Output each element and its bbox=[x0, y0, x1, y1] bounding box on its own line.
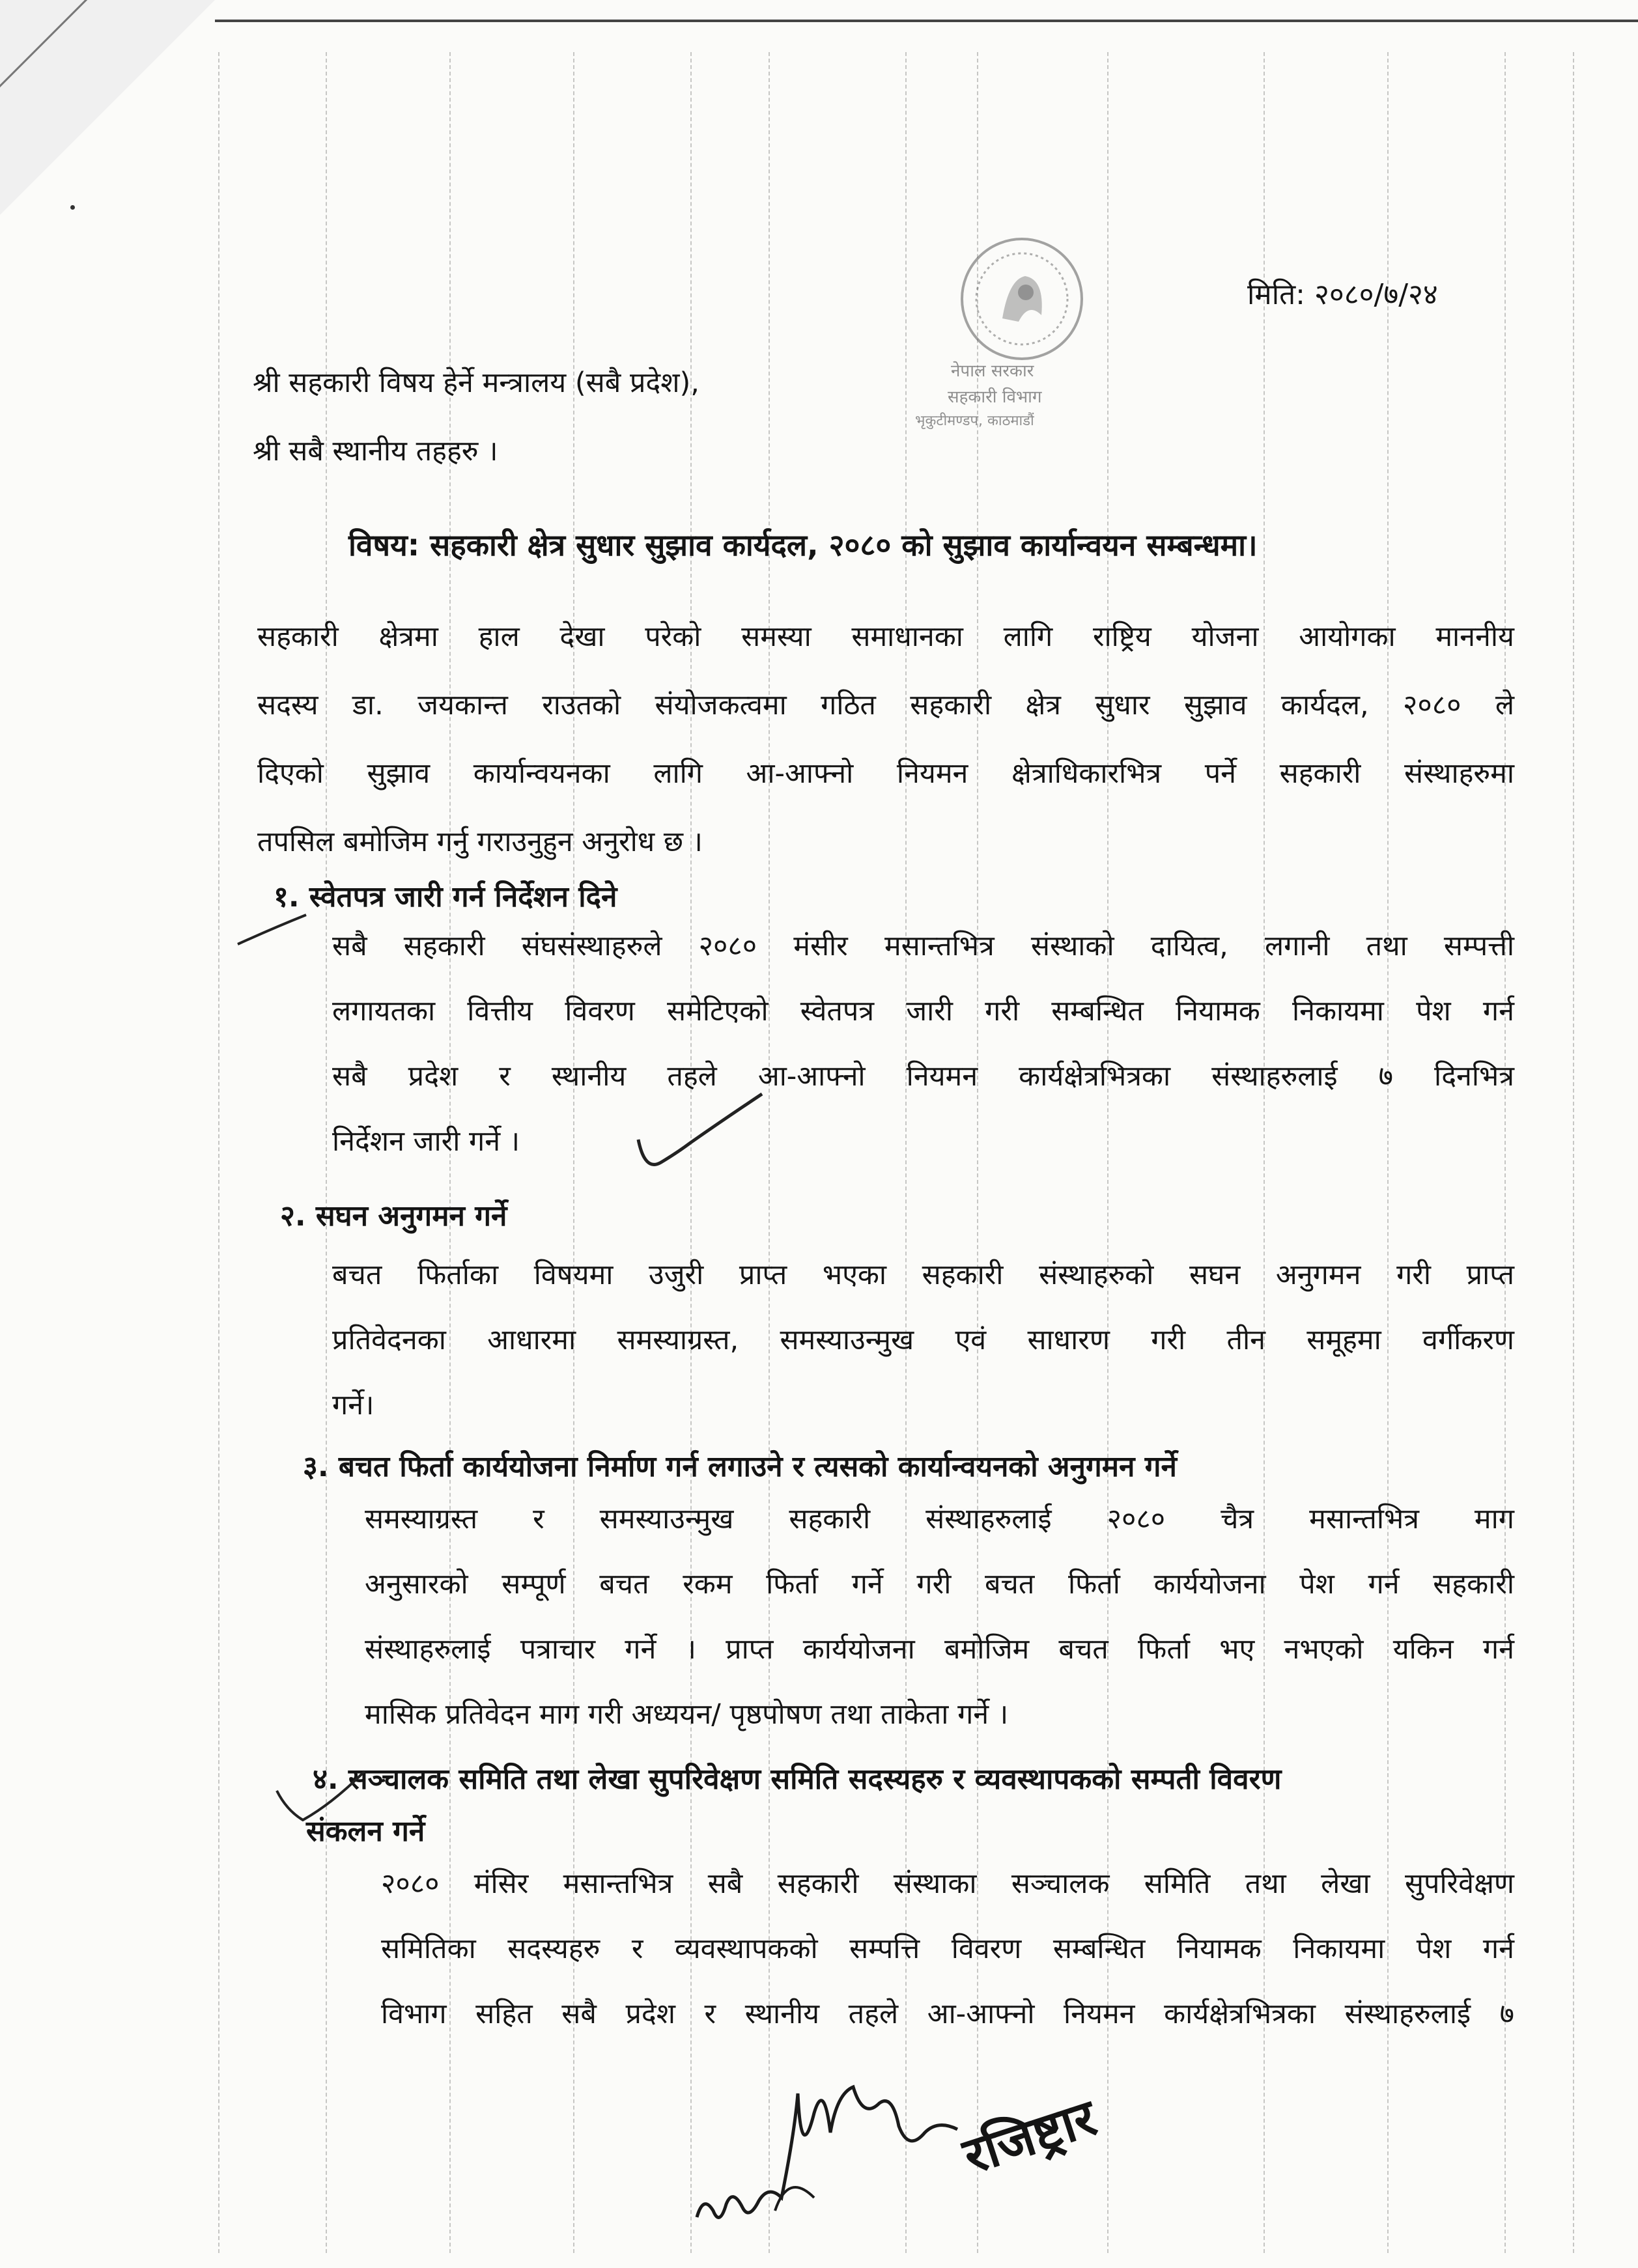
section-line: प्रतिवेदनका आधारमा समस्याग्रस्त, समस्याउन्मुख एवं साधारण गरी तीन समूहमा वर्गीकरण bbox=[332, 1324, 1514, 1356]
intro-line: सहकारी क्षेत्रमा हाल देखा परेको समस्या समाधानका लागि राष्ट्रिय योजना आयोगका माननीय bbox=[257, 621, 1514, 653]
scan-line bbox=[1387, 52, 1389, 2253]
seal-emblem-icon bbox=[963, 240, 1080, 357]
seal-text: भृकुटीमण्डप, काठमाडौं bbox=[915, 413, 1034, 429]
letter-subject: विषय: सहकारी क्षेत्र सुधार सुझाव कार्यदल, २०८० को सुझाव कार्यान्वयन सम्बन्धमा। bbox=[348, 527, 1258, 563]
section-line: सबै प्रदेश र स्थानीय तहले आ-आफ्नो नियमन कार्यक्षेत्रभित्रका संस्थाहरुलाई ७ दिनभित्र bbox=[332, 1060, 1514, 1093]
section-heading: ३. बचत फिर्ता कार्ययोजना निर्माण गर्न लगाउने र त्यसको कार्यान्वयनको अनुगमन गर्ने bbox=[303, 1450, 1177, 1483]
letter-date: मिति: २०८०/७/२४ bbox=[1247, 278, 1438, 311]
scan-line bbox=[1573, 52, 1574, 2253]
section-heading: २. सघन अनुगमन गर्ने bbox=[280, 1199, 507, 1233]
section-line: २०८० मंसिर मसान्तभित्र सबै सहकारी संस्थाका सञ्चालक समिति तथा लेखा सुपरिवेक्षण bbox=[381, 1868, 1514, 1900]
scan-line bbox=[1504, 52, 1506, 2253]
intro-line: सदस्य डा. जयकान्त राउतको संयोजकत्वमा गठित सहकारी क्षेत्र सुधार सुझाव कार्यदल, २०८० ले bbox=[257, 689, 1514, 721]
check-mark-icon bbox=[274, 1758, 404, 1830]
section-line: अनुसारको सम्पूर्ण बचत रकम फिर्ता गर्ने गरी बचत फिर्ता कार्ययोजना पेश गर्न सहकारी bbox=[365, 1568, 1514, 1601]
registrar-stamp: रजिष्ट्रार bbox=[956, 2088, 1103, 2187]
section-line: संस्थाहरुलाई पत्राचार गर्ने । प्राप्त कार्ययोजना बमोजिम बचत फिर्ता भए नभएको यकिन गर्न bbox=[365, 1633, 1514, 1666]
recipient-line: श्री सबै स्थानीय तहहरु । bbox=[253, 435, 498, 468]
section-line: सबै सहकारी संघसंस्थाहरुले २०८० मंसीर मसान्तभित्र संस्थाको दायित्व, लगानी तथा सम्पत्ती bbox=[332, 930, 1514, 962]
intro-line: दिएको सुझाव कार्यान्वयनका लागि आ-आफ्नो नियमन क्षेत्राधिकारभित्र पर्ने सहकारी संस्थाहरुमा bbox=[257, 757, 1514, 790]
section-line: मासिक प्रतिवेदन माग गरी अध्ययन/ पृष्ठपोषण तथा ताकेता गर्ने । bbox=[365, 1698, 1009, 1731]
section-heading: संकलन गर्ने bbox=[306, 1815, 425, 1848]
scan-line bbox=[218, 52, 219, 2253]
section-line: बचत फिर्ताका विषयमा उजुरी प्राप्त भएका सहकारी संस्थाहरुको सघन अनुगमन गरी प्राप्त bbox=[332, 1259, 1514, 1291]
recipient-line: श्री सहकारी विषय हेर्ने मन्त्रालय (सबै प्रदेश), bbox=[253, 367, 699, 399]
scan-line bbox=[1264, 52, 1265, 2253]
section-line: गर्ने। bbox=[332, 1389, 374, 1421]
office-seal bbox=[876, 238, 1084, 472]
scan-line bbox=[1107, 52, 1108, 2253]
seal-text: सहकारी विभाग bbox=[948, 387, 1042, 407]
scan-top-edge bbox=[215, 20, 1638, 22]
section-line: समस्याग्रस्त र समस्याउन्मुख सहकारी संस्थाहरुलाई २०८० चैत्र मसान्तभित्र माग bbox=[365, 1503, 1514, 1535]
seal-emblem bbox=[961, 238, 1083, 360]
scan-speck bbox=[70, 205, 75, 210]
section-line: लगायतका वित्तीय विवरण समेटिएको स्वेतपत्र जारी गरी सम्बन्धित नियामक निकायमा पेश गर्न bbox=[332, 995, 1514, 1028]
section-heading: १. स्वेतपत्र जारी गर्न निर्देशन दिने bbox=[274, 880, 617, 914]
section-heading: ४. सञ्चालक समिति तथा लेखा सुपरिवेक्षण समिति सदस्यहरु र व्यवस्थापकको सम्पती विवरण bbox=[313, 1763, 1282, 1796]
intro-line: तपसिल बमोजिम गर्नु गराउनुहुन अनुरोध छ । bbox=[257, 826, 703, 858]
check-mark-icon bbox=[632, 1081, 801, 1179]
seal-text: नेपाल सरकार bbox=[951, 361, 1034, 381]
section-line: विभाग सहित सबै प्रदेश र स्थानीय तहले आ-आफ्नो नियमन कार्यक्षेत्रभित्रका संस्थाहरुलाई ७ bbox=[381, 1998, 1514, 2030]
section-line: निर्देशन जारी गर्ने । bbox=[332, 1125, 520, 1158]
section-line: समितिका सदस्यहरु र व्यवस्थापकको सम्पत्ति विवरण सम्बन्धित नियामक निकायमा पेश गर्न bbox=[381, 1933, 1514, 1965]
handwritten-signature bbox=[684, 2054, 977, 2250]
folded-corner bbox=[0, 0, 215, 215]
